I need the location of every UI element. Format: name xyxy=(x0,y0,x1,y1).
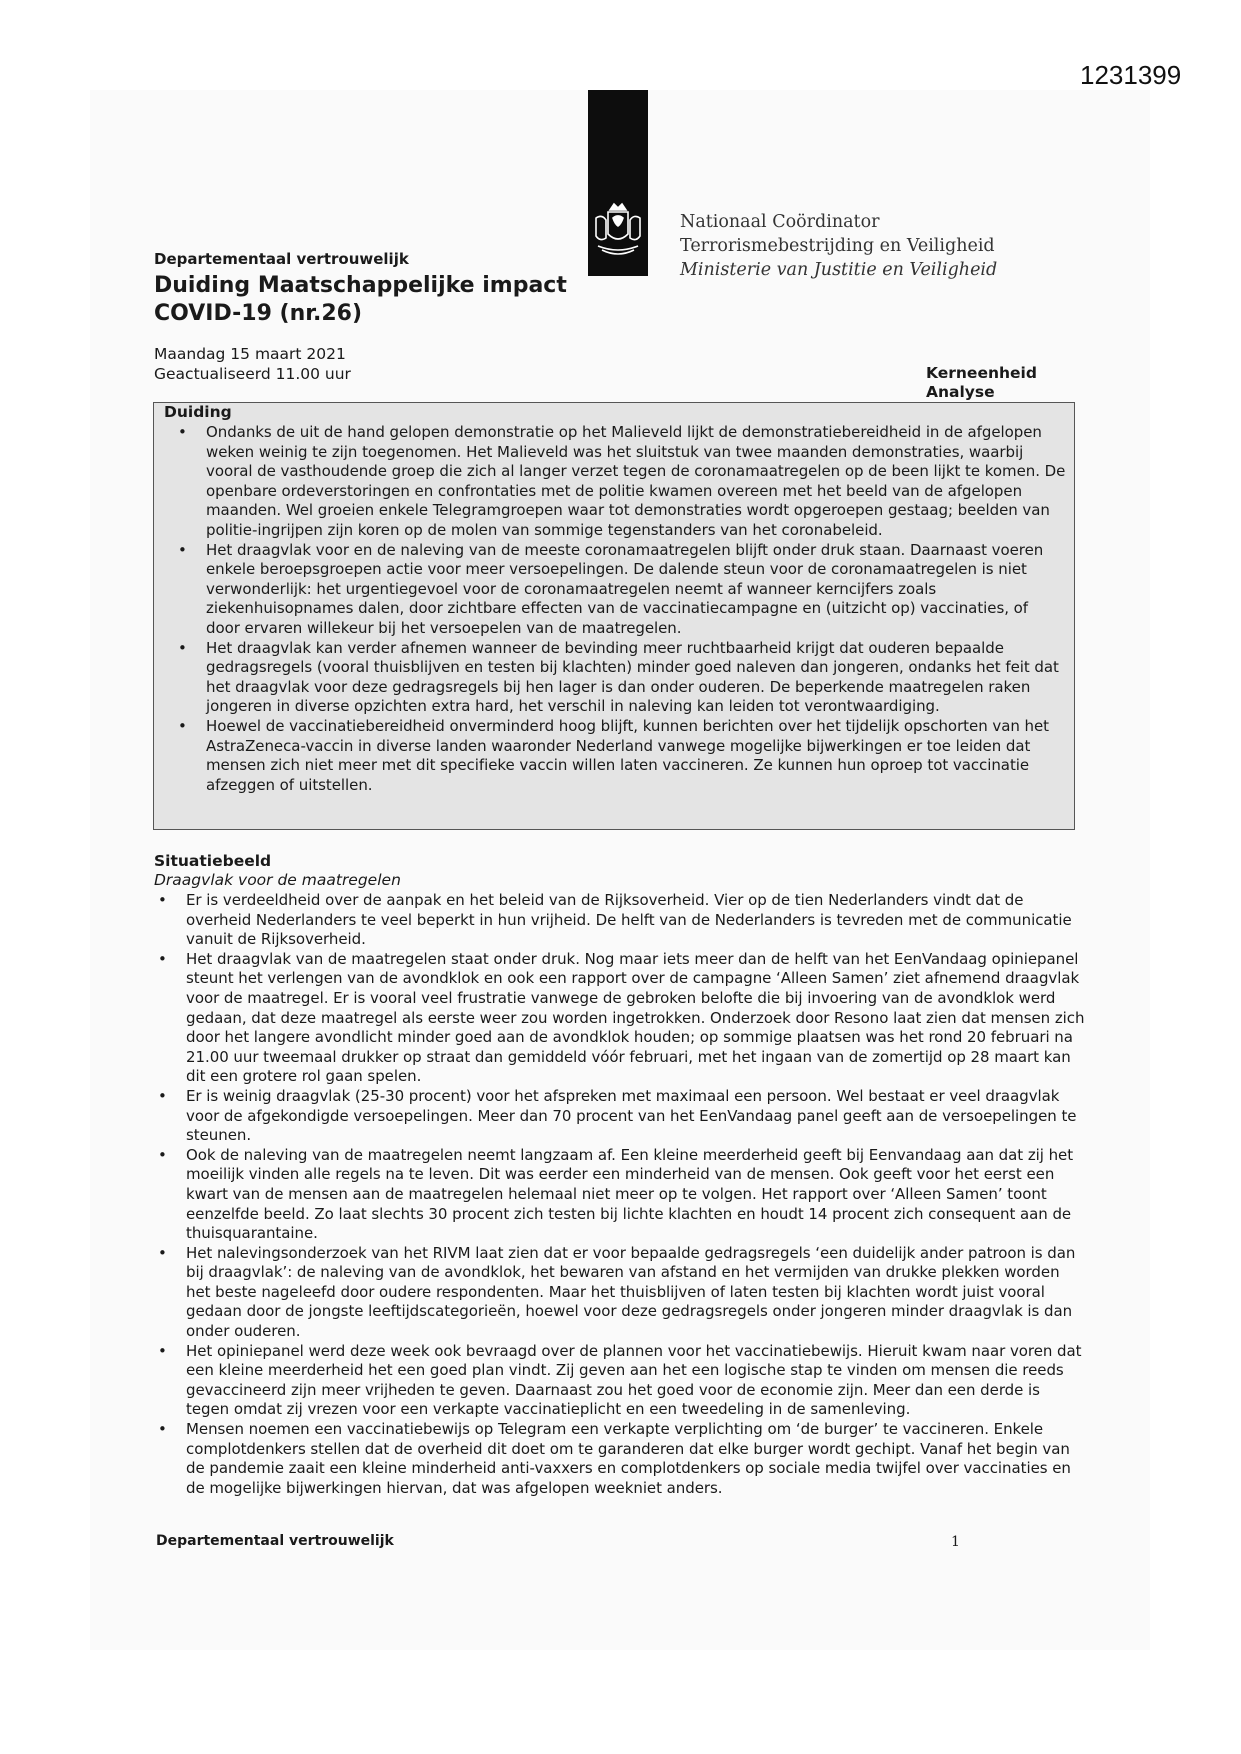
organisation-block xyxy=(680,210,997,282)
section-subheading: Draagvlak voor de maatregelen xyxy=(154,871,401,889)
section-heading: Situatiebeeld xyxy=(154,852,272,870)
list-item: • Hoewel de vaccinatiebereidheid onverminderd hoog blijft, kunnen berichten over het tijdelijk opschorten van het AstraZeneca-vaccin in diverse landen waaronder Nederland vanwege mogelijke bijwerkingen er toe leiden dat mensen zich niet meer met dit specifieke vaccin willen laten vaccineren. Ze kunnen hun oproep tot vaccinatie afzeggen of uitstellen. xyxy=(206,717,1066,795)
situatiebeeld-list xyxy=(186,891,1086,1498)
list-item: • Er is verdeeldheid over de aanpak en het beleid van de Rijksoverheid. Vier op de tien Nederlanders vindt dat de overheid Nederlanders te veel beperkt in hun vrijheid. De helft van de Nederlanders is tevreden met de communicatie vanuit de Rijksoverheid. xyxy=(186,891,1086,950)
document-meta xyxy=(154,344,351,384)
list-item: • Er is weinig draagvlak (25-30 procent) voor het afspreken met maximaal een persoon. Wel bestaat er veel draagvlak voor de afgekondigde versoepelingen. Meer dan 70 procent van het EenVandaag panel geeft aan de versoepelingen te steunen. xyxy=(186,1087,1086,1146)
list-item: • Ondanks de uit de hand gelopen demonstratie op het Malieveld lijkt de demonstratiebereidheid in de afgelopen weken weinig te zijn toegenomen. Het Malieveld was het sluitstuk van twee maanden demonstraties, waarbij vooral de vasthoudende groep die zich al langer verzet tegen de coronamaatregelen op de been lijkt te komen. De openbare ordeverstoringen en confrontaties met de politie kwamen overeen met het beeld van de afgelopen maanden. Wel groeien enkele Telegramgroepen waar tot demonstraties wordt opgeroepen gestaag; beelden van politie-ingrijpen zijn koren op de molen van sommige tegenstanders van het coronabeleid. xyxy=(206,423,1066,541)
list-item: • Het nalevingsonderzoek van het RIVM laat zien dat er voor bepaalde gedragsregels ‘een duidelijk ander patroon is dan bij draagvlak’: de naleving van de avondklok, het bewaren van afstand en het vermijden van drukke plekken worden het beste nageleefd door oudere respondenten. Maar het thuisblijven of laten testen bij klachten wordt juist vooral gedaan door de jongste leeftijdscategorieën, hoewel voor deze gedragsregels onder jongeren minder draagvlak is dan onder ouderen. xyxy=(186,1244,1086,1342)
royal-coat-of-arms-icon xyxy=(588,200,648,262)
document-title: Duiding Maatschappelijke impact COVID-19 (nr.26) xyxy=(154,273,567,326)
duiding-box xyxy=(153,402,1075,830)
list-item: • Het opiniepanel werd deze week ook bevraagd over de plannen voor het vaccinatiebewijs. Hieruit kwam naar voren dat een kleine meerderheid het een goed plan vindt. Zij geven aan het een logische stap te vinden om mensen die reeds gevaccineerd zijn meer vrijheden te geven. Daarnaast zou het goed voor de economie zijn. Meer dan een derde is tegen omdat zij vrezen voor een verkapte vaccinatieplicht en een tweedeling in de samenleving. xyxy=(186,1342,1086,1420)
org-name-line2: Terrorismebestrijding en Veiligheid xyxy=(680,236,995,256)
footer-classification: Departementaal vertrouwelijk xyxy=(156,1533,394,1549)
duiding-title: Duiding xyxy=(164,403,232,421)
org-name-line1: Nationaal Coördinator xyxy=(680,212,880,232)
document-updated: Geactualiseerd 11.00 uur xyxy=(154,365,351,383)
document-date: Maandag 15 maart 2021 xyxy=(154,345,346,363)
unit-label: Kerneenheid Analyse xyxy=(926,364,1037,401)
ministry-name: Ministerie van Justitie en Veiligheid xyxy=(680,260,998,280)
list-item: • Het draagvlak kan verder afnemen wanneer de bevinding meer ruchtbaarheid krijgt dat ouderen bepaalde gedragsregels (vooral thuisblijven en testen bij klachten) minder goed naleven dan jongeren, ondanks het feit dat het draagvlak voor deze gedragsregels bij hen lager is dan onder ouderen. De beperkende maatregelen raken jongeren in diverse opzichten extra hard, het verschil in naleving kan leiden tot verontwaardiging. xyxy=(206,639,1066,717)
rijksoverheid-logo xyxy=(588,90,648,276)
list-item: • Mensen noemen een vaccinatiebewijs op Telegram een verkapte verplichting om ‘de burger’ te vaccineren. Enkele complotdenkers stellen dat de overheid dit doet om te garanderen dat elke burger wordt gechipt. Vanaf het begin van de pandemie zaait een kleine minderheid anti-vaxxers en complotdenkers op sociale media twijfel over vaccinaties en de mogelijke bijwerkingen hiervan, dat was afgelopen weekniet anders. xyxy=(186,1420,1086,1498)
document-id: 1231399 xyxy=(1080,60,1182,90)
duiding-list xyxy=(206,423,1066,795)
list-item: • Het draagvlak van de maatregelen staat onder druk. Nog maar iets meer dan de helft van het EenVandaag opiniepanel steunt het verlengen van de avondklok en ook een rapport over de campagne ‘Alleen Samen’ ziet afnemend draagvlak voor de maatregel. Er is vooral veel frustratie vanwege de gebroken belofte die bij invoering van de avondklok werd gedaan, dat deze maatregel als eerste weer zou worden ingetrokken. Onderzoek door Resono laat zien dat mensen zich door het langere avondlicht minder goed aan de avondklok houden; op sommige plaatsen was het rond 20 februari na 21.00 uur tweemaal drukker op straat dan gemiddeld vóór februari, met het ingaan van de zomertijd op 28 maart kan dit een grotere rol gaan spelen. xyxy=(186,950,1086,1087)
page-number: 1 xyxy=(951,1534,960,1550)
list-item: • Ook de naleving van de maatregelen neemt langzaam af. Een kleine meerderheid geeft bij Eenvandaag aan dat zij het moeilijk vinden alle regels na te leven. Dit was eerder een minderheid van de mensen. Ook geeft voor het eerst een kwart van de mensen aan de maatregelen helemaal niet meer op te volgen. Het rapport over ‘Alleen Samen’ toont eenzelfde beeld. Zo laat slechts 30 procent zich testen bij lichte klachten en houdt 14 procent zich consequent aan de thuisquarantaine. xyxy=(186,1146,1086,1244)
classification-label: Departementaal vertrouwelijk xyxy=(154,250,409,268)
list-item: • Het draagvlak voor en de naleving van de meeste coronamaatregelen blijft onder druk staan. Daarnaast voeren enkele beroepsgroepen actie voor meer versoepelingen. De dalende steun voor de coronamaatregelen is niet verwonderlijk: het urgentiegevoel voor de coronamaatregelen neemt af wanneer kerncijfers zoals ziekenhuisopnames dalen, door zichtbare effecten van de vaccinatiecampagne en (uitzicht op) vaccinaties, of door ervaren willekeur bij het versoepelen van de maatregelen. xyxy=(206,541,1066,639)
